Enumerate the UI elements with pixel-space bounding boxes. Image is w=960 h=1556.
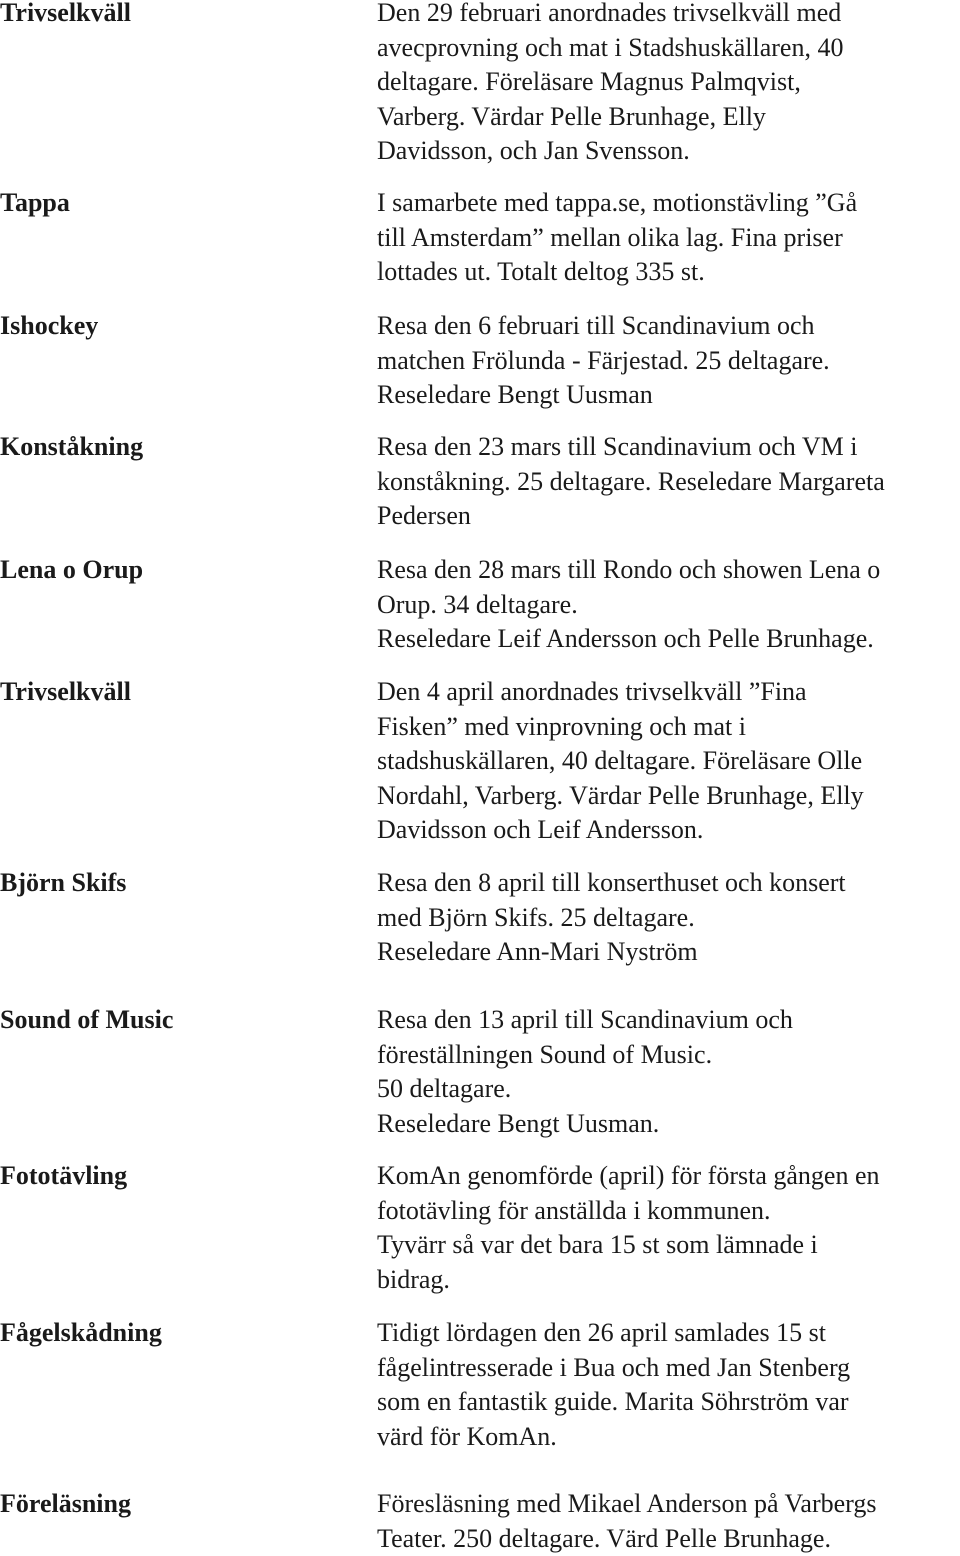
description-line: I samarbete med tappa.se, motionstävling ”Gå [377,188,858,217]
activity-label: Trivselkväll [0,677,131,706]
description-line: Davidsson och Leif Andersson. [377,815,704,844]
activity-label: Tappa [0,188,70,217]
activity-description [377,553,957,657]
description-line: Varberg. Värdar Pelle Brunhage, Elly [377,101,766,131]
description-line: Den 4 april anordnades trivselkväll ”Fina [377,677,807,706]
description-line: matchen Frölunda - Färjestad. 25 deltagare. [377,345,830,375]
description-line: Reseledare Bengt Uusman [377,380,653,409]
description-line: Resa den 6 februari till Scandinavium och [377,311,815,340]
activity-description [377,675,957,848]
description-line: Resa den 28 mars till Rondo och showen Lena o [377,555,881,584]
description-line: KomAn genomförde (april) för första gången en [377,1161,880,1190]
description-line: Pedersen [377,501,471,530]
description-line: konståkning. 25 deltagare. Reseledare Margareta [377,466,885,496]
description-line: Reseledare Bengt Uusman. [377,1108,660,1138]
activity-label: Lena o Orup [0,555,144,584]
activity-label: Fågelskådning [0,1318,162,1347]
description-line: bidrag. [377,1264,450,1294]
activity-description [377,0,957,169]
activity-description [377,430,957,534]
activity-description [377,309,957,413]
description-line: Tidigt lördagen den 26 april samlades 15 st [377,1318,826,1347]
activity-description [377,1487,957,1556]
description-line: Föresläsning med Mikael Anderson på Varbergs [377,1489,877,1518]
description-line: som en fantastik guide. Marita Söhrström var [377,1387,849,1416]
description-line: Den 29 februari anordnades trivselkväll med [377,0,842,27]
description-line: Resa den 23 mars till Scandinavium och VM i [377,432,858,461]
description-line: avecprovning och mat i Stadshuskällaren, 40 [377,32,844,62]
description-line: Tyvärr så var det bara 15 st som lämnade i [377,1230,818,1259]
description-line: fototävling för anställda i kommunen. [377,1195,771,1225]
activity-description [377,1003,957,1141]
description-line: Fisken” med vinprovning och mat i [377,711,747,741]
activity-description [377,186,957,290]
description-line: till Amsterdam” mellan olika lag. Fina priser [377,222,843,252]
description-line: deltagare. Föreläsare Magnus Palmqvist, [377,67,801,96]
description-line: värd för KomAn. [377,1421,557,1451]
activity-label: Trivselkväll [0,0,131,27]
activity-label: Konståkning [0,432,144,461]
activity-description [377,1159,957,1297]
activity-label: Fototävling [0,1161,128,1190]
description-line: Reseledare Leif Andersson och Pelle Brunhage. [377,624,874,653]
activity-label: Ishockey [0,311,99,340]
activity-description [377,1316,957,1454]
description-line: Davidsson, och Jan Svensson. [377,136,690,165]
activity-label: Föreläsning [0,1489,131,1518]
description-line: Nordahl, Varberg. Värdar Pelle Brunhage, Elly [377,780,864,810]
description-line: Teater. 250 deltagare. Värd Pelle Brunhage. [377,1523,831,1553]
activity-label: Sound of Music [0,1005,174,1034]
description-line: föreställningen Sound of Music. [377,1039,713,1069]
description-line: lottades ut. Totalt deltog 335 st. [377,257,705,286]
description-line: Resa den 13 april till Scandinavium och [377,1005,793,1034]
description-line: Orup. 34 deltagare. [377,589,578,619]
description-line: Resa den 8 april till konserthuset och konsert [377,868,846,897]
activity-description [377,866,957,970]
description-line: stadshuskällaren, 40 deltagare. Föreläsare Olle [377,746,863,775]
description-line: Reseledare Ann-Mari Nyström [377,937,698,966]
activity-label: Björn Skifs [0,868,127,897]
description-line: med Björn Skifs. 25 deltagare. [377,902,695,932]
description-line: fågelintresserade i Bua och med Jan Stenberg [377,1352,851,1382]
description-line: 50 deltagare. [377,1074,512,1103]
